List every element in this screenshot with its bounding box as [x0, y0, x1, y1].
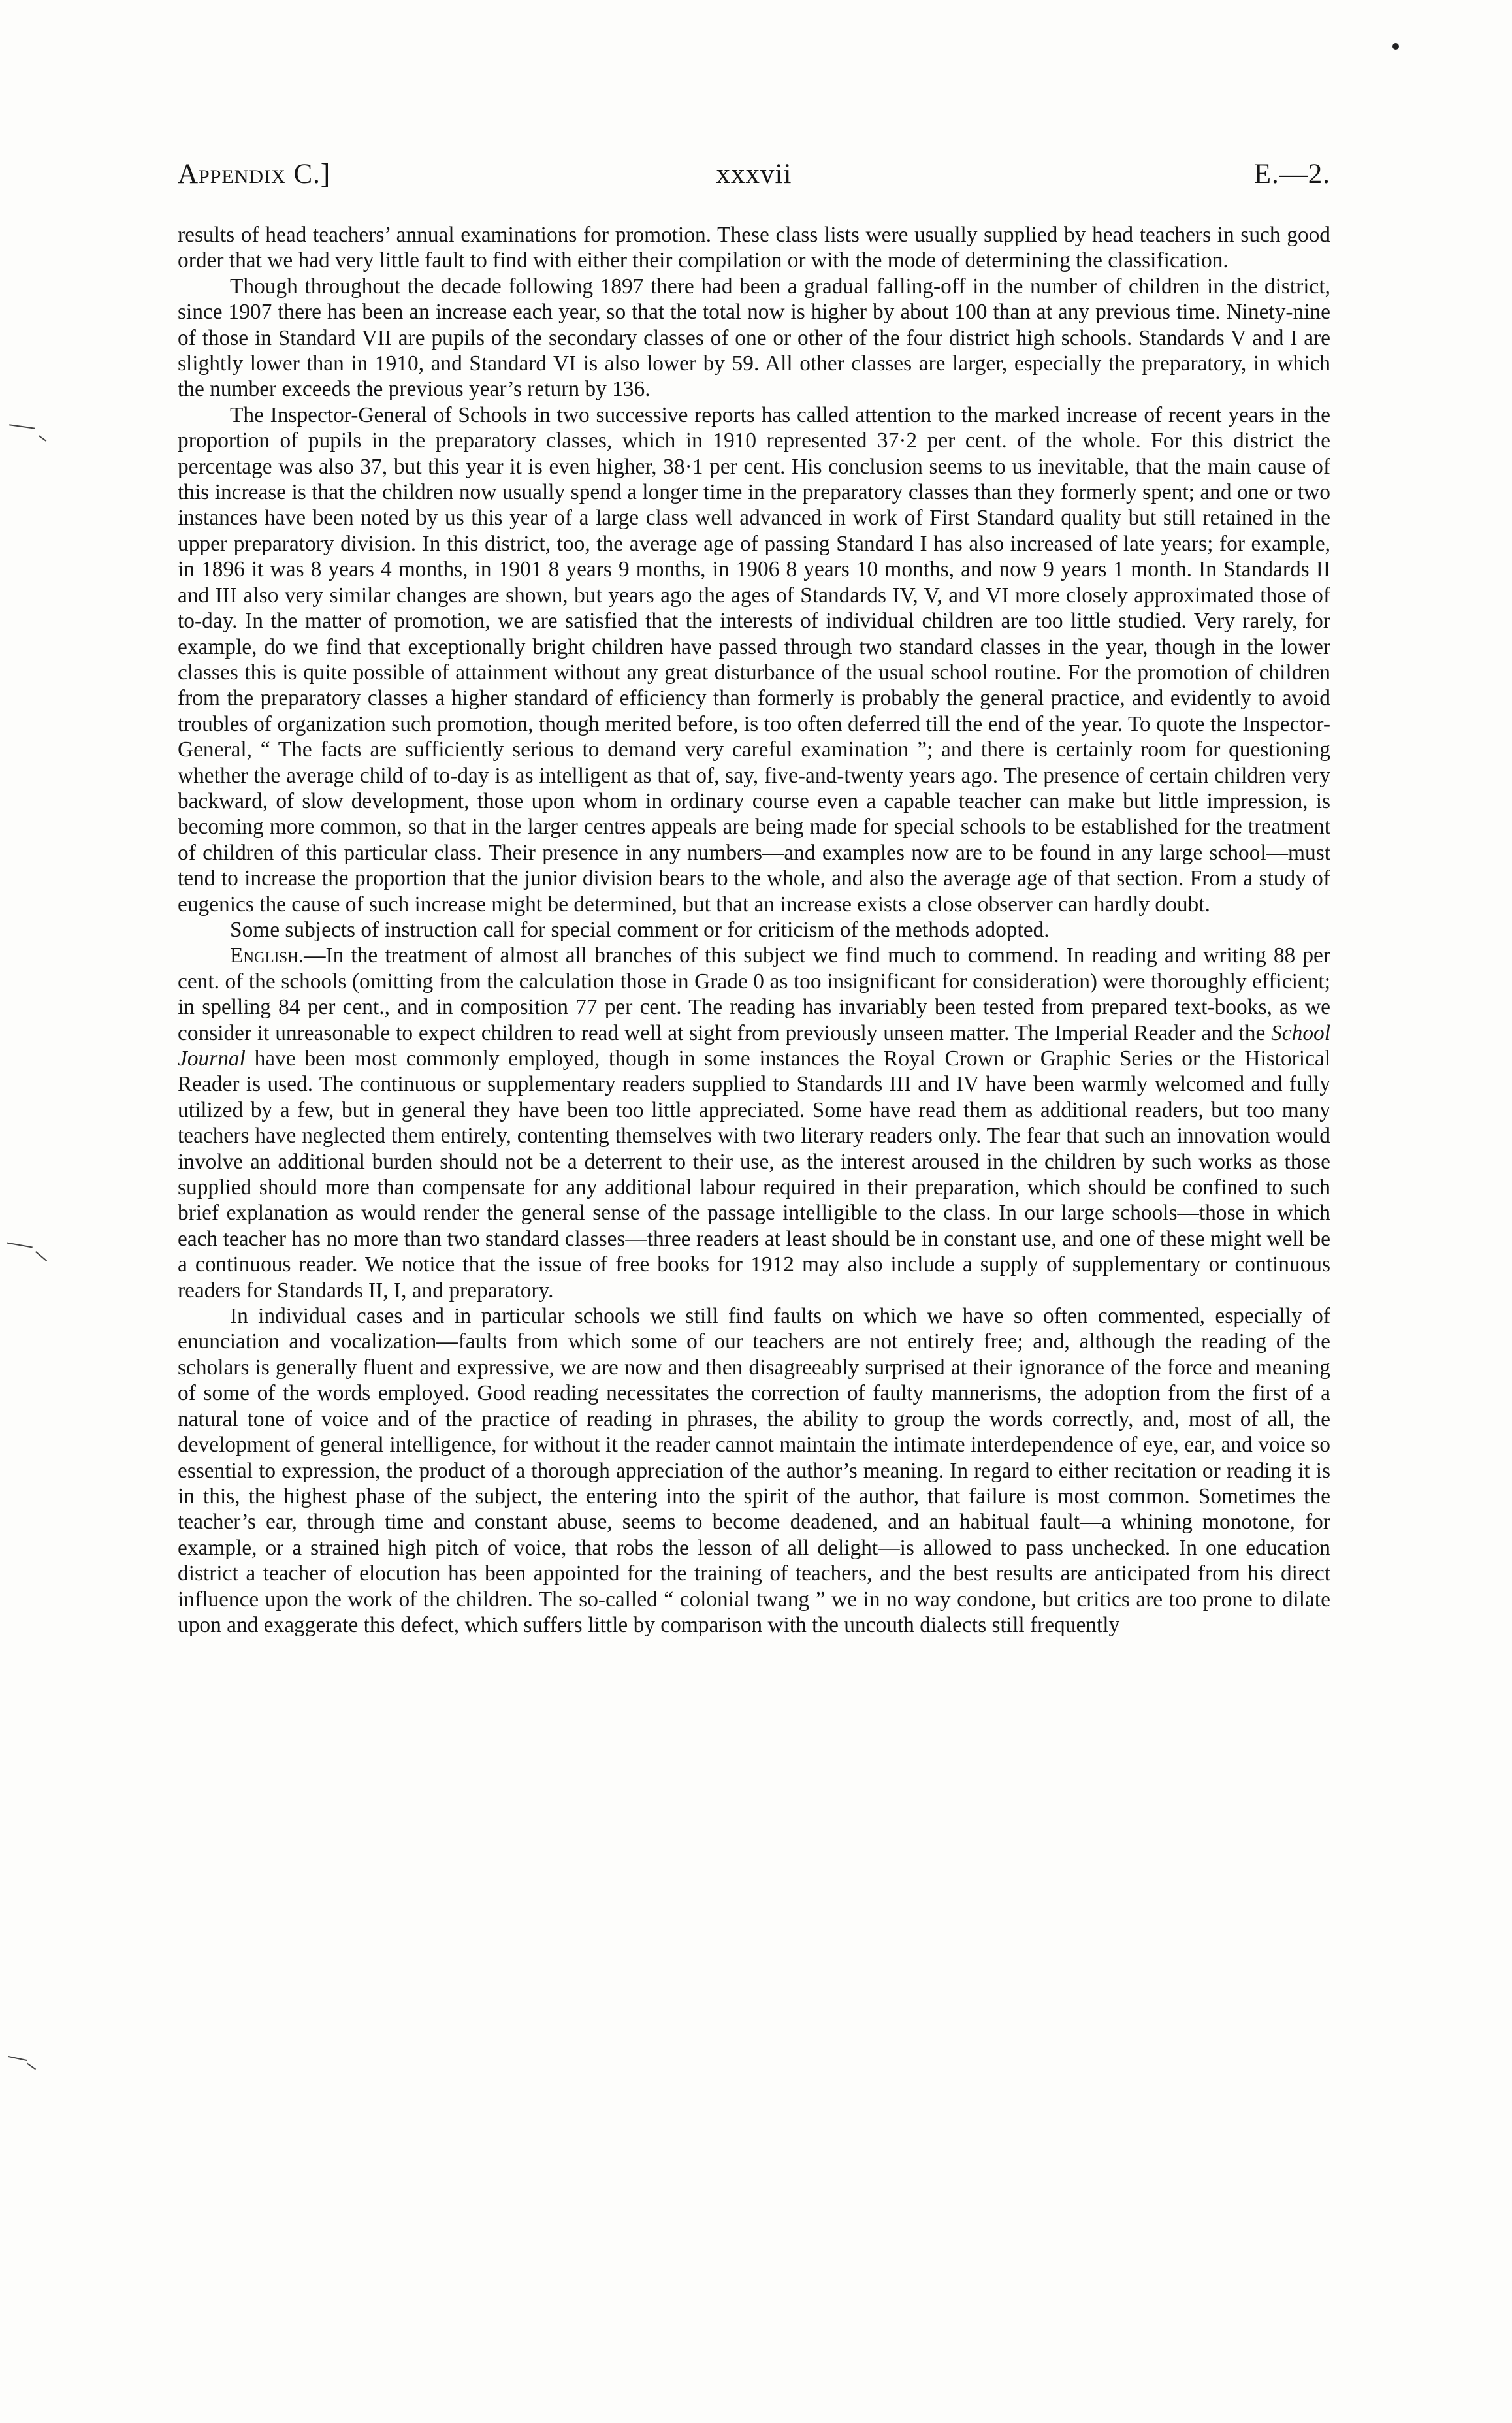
paragraph-continuation: results of head teachers’ annual examinations for promotion. These class lists were usually supplied by head teachers in such good order that we had very little fault to find with either their compilation or with the mode of determining the classification. — [178, 223, 1330, 273]
paragraph-reading-faults: In individual cases and in particular schools we still find faults on which we have so often commented, especially of enunciation and vocalization—faults from which some of our teachers are not entirely free; and, although the reading of the scholars is generally fluent and expressive, we are now and then disagreeably surprised at their ignorance of the force and meaning of some of the words employed. Good reading necessitates the correction of faulty mannerisms, the adoption from the first of a natural tone of voice and of the practice of reading in phrases, the ability to group the words correctly, and, most of all, the development of general intelligence, for without it the reader cannot maintain the intimate interdependence of eye, ear, and voice so essential to expression, the product of a thorough appreciation of the author’s meaning. In regard to either recitation or reading it is in this, the highest phase of the subject, the entering into the spirit of the author, that failure is most common. Sometimes the teacher’s ear, through time and constant abuse, seems to become deadened, and an habitual fault—a whining monotone, for example, or a strained high pitch of voice, that robs the lesson of all delight—is allowed to pass unchecked. In one education district a teacher of elocution has been appointed for the training of teachers, and the best results are anticipated from his direct influence upon the work of the children. The so-called “ colonial twang ” we in no way condone, but critics are too prone to dilate upon and exaggerate this defect, which suffers little by comparison with the uncouth dialects still frequently — [178, 1304, 1330, 1637]
english-text-part1: —In the treatment of almost all branches of this subject we find much to commend. In reading and writing 88 per cent. of the schools (omitting from the calculation those in Grade 0 as too insignificant for consideration) were thoroughly efficient; in spelling 84 per cent., and in composition 77 per cent. The reading has invariably been tested from prepared text-books, as we consider it unreasonable to expect children to read well at sight from previously unseen matter. The Imperial Reader and the — [178, 943, 1330, 1045]
english-heading: English. — [230, 943, 304, 968]
margin-mark — [9, 424, 35, 429]
margin-mark — [35, 1251, 47, 1261]
header-document-code: E.—2. — [1253, 159, 1330, 189]
paragraph-subjects-intro: Some subjects of instruction call for special comment or for criticism of the methods adopted. — [230, 917, 1050, 942]
paragraph-enrolment: Though throughout the decade following 1897 there had been a gradual falling-off in the number of children in the district, since 1907 there has been an increase each year, so that the total now is higher by about 100 than at any previous time. Ninety-nine of those in Standard VII are pupils of the secondary classes of one or other of the four district high schools. Standards V and I are slightly lower than in 1910, and Standard VI is also lower by 59. All other classes are larger, especially the preparatory, in which the number exceeds the previous year’s return by 136. — [178, 274, 1330, 402]
margin-mark — [8, 2056, 27, 2061]
paragraph-english — [178, 943, 1330, 1303]
ink-dot-mark — [1392, 43, 1399, 50]
margin-mark — [27, 2063, 36, 2070]
header-appendix: Appendix C.] — [178, 159, 331, 189]
english-text-part2: have been most commonly employed, though in some instances the Royal Crown or Graphic Series or the Historical Reader is used. The continuous or supplementary readers supplied to Standards III and IV have been warmly welcomed and fully utilized by a few, but in general they have been too little appreciated. Some have read them as additional readers, but too many teachers have neglected them entirely, contenting themselves with two literary readers only. The fear that such an innovation would involve an additional burden should not be a deterrent to their use, as the interest aroused in the children by such works as those supplied should more than compensate for any additional labour required in their preparation, which should be confined to such brief explanation as would render the general sense of the passage intelligible to the class. In our large schools—those in which each teacher has no more than two standard classes—three readers at least should be in constant use, and one of these might well be a continuous reader. We notice that the issue of free books for 1912 may also include a supply of supplementary or continuous readers for Standards II, I, and preparatory. — [178, 1047, 1330, 1303]
page-header — [178, 158, 1330, 197]
margin-mark — [7, 1243, 33, 1248]
body-text — [178, 222, 1330, 1638]
header-page-number: xxxvii — [716, 159, 792, 189]
margin-mark — [39, 435, 47, 442]
paragraph-preparatory-classes: The Inspector-General of Schools in two successive reports has called attention to the marked increase of recent years in the proportion of pupils in the preparatory classes, which in 1910 represented 37·2 per cent. of the whole. For this district the percentage was also 37, but this year it is even higher, 38·1 per cent. His conclusion seems to us inevitable, that the main cause of this increase is that the children now usually spend a longer time in the preparatory classes than they formerly spent; and one or two instances have been noted by us this year of a large class well advanced in work of First Standard quality but still retained in the upper preparatory division. In this district, too, the average age of passing Standard I has also increased of late years; for example, in 1896 it was 8 years 4 months, in 1901 8 years 9 months, in 1906 8 years 10 months, and now 9 years 1 month. In Standards II and III also very similar changes are shown, but years ago the ages of Standards IV, V, and VI more closely approximated those of to-day. In the matter of promotion, we are satisfied that the interests of individual children are too little studied. Very rarely, for example, do we find that exceptionally bright children have passed through two standard classes in the year, though in the lower classes this is quite possible of attainment without any great disturbance of the usual school routine. For the promotion of children from the preparatory classes a higher standard of efficiency than formerly is probably the general practice, and evidently to avoid troubles of organization such promotion, though merited before, is too often deferred till the end of the year. To quote the Inspector-General, “ The facts are sufficiently serious to demand very careful examination ”; and there is certainly room for questioning whether the average child of to-day is as intelligent as that of, say, five-and-twenty years ago. The presence of certain children very backward, of slow development, those upon whom in ordinary course even a capable teacher can make but little impression, is becoming more common, so that in the larger centres appeals are being made for special schools to be established for the treatment of children of this particular class. Their presence in any numbers—and examples now are to be found in any large school—must tend to increase the proportion that the junior division bears to the whole, and also the average age of that section. From a study of eugenics the cause of such increase might be determined, but that an increase exists a close observer can hardly doubt. — [178, 402, 1330, 917]
english-text-italic-title: School Journal — [178, 1020, 1330, 1071]
